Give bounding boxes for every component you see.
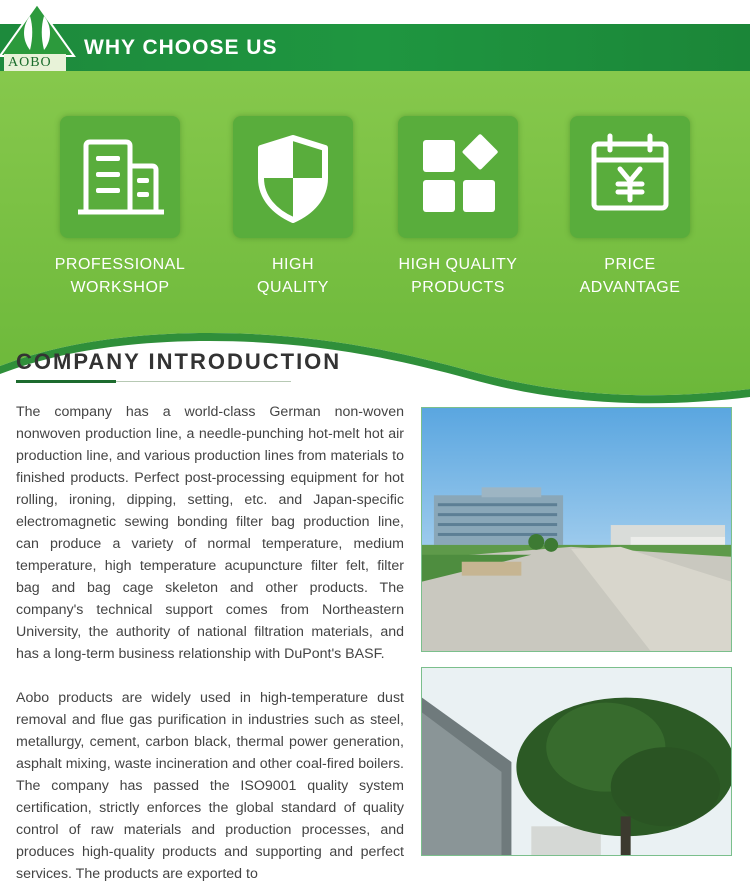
- feature-tile-workshop[interactable]: [60, 116, 180, 238]
- feature-tile-price[interactable]: [570, 116, 690, 238]
- blocks-icon: [398, 116, 518, 238]
- feature-label-price: PRICE ADVANTAGE: [579, 256, 681, 296]
- buildings-icon: [60, 116, 180, 238]
- feature-tile-products[interactable]: [398, 116, 518, 238]
- intro-paragraph-1: The company has a world-class German non-woven nonwoven production line, a needle-punching hot-melt hot air production line, and various production lines from materials to finished products. Perfect post-processing equipment for hot rolling, ironing, dipping, setting, etc. and Japan-specific electromagnetic sewing bonding filter bag production line, can produce a variety of normal temperature, medium temperature, high temperature acupuncture filter felt, filter bag and bag cage skeleton and other products. The company's technical support comes from Northeastern University, the authority of national filtration materials, and has a long-term business relationship with DuPont's BASF.: [16, 404, 404, 662]
- yen-calendar-icon: [570, 116, 690, 238]
- feature-label-products: HIGH QUALITY PRODUCTS: [398, 256, 518, 296]
- feature-tile-quality[interactable]: [233, 116, 353, 238]
- feature-label-workshop: PROFESSIONAL WORKSHOP: [54, 256, 186, 296]
- shield-icon: [233, 116, 353, 238]
- title-underline-accent: [16, 380, 116, 383]
- factory-photo: [421, 407, 732, 652]
- title-underline: [116, 381, 291, 382]
- intro-paragraph-2: Aobo products are widely used in high-temperature dust removal and flue gas purification in industries such as steel, metallurgy, cement, carbon black, thermal power generation, asphalt mixing, waste incineration and other coal-fired boilers. The company has passed the ISO9001 quality system certification, strictly enforces the global standard of quality control of raw materials and production processes, and produces high-quality products and supporting and perfect services. The products are exported to: [16, 690, 404, 882]
- feature-label-quality: HIGH QUALITY: [257, 256, 329, 296]
- section-title-why-choose-us: WHY CHOOSE US: [84, 36, 278, 59]
- logo-text: AOBO: [8, 55, 52, 70]
- tree-photo: [421, 667, 732, 856]
- section-title-company-introduction: COMPANY INTRODUCTION: [16, 349, 342, 374]
